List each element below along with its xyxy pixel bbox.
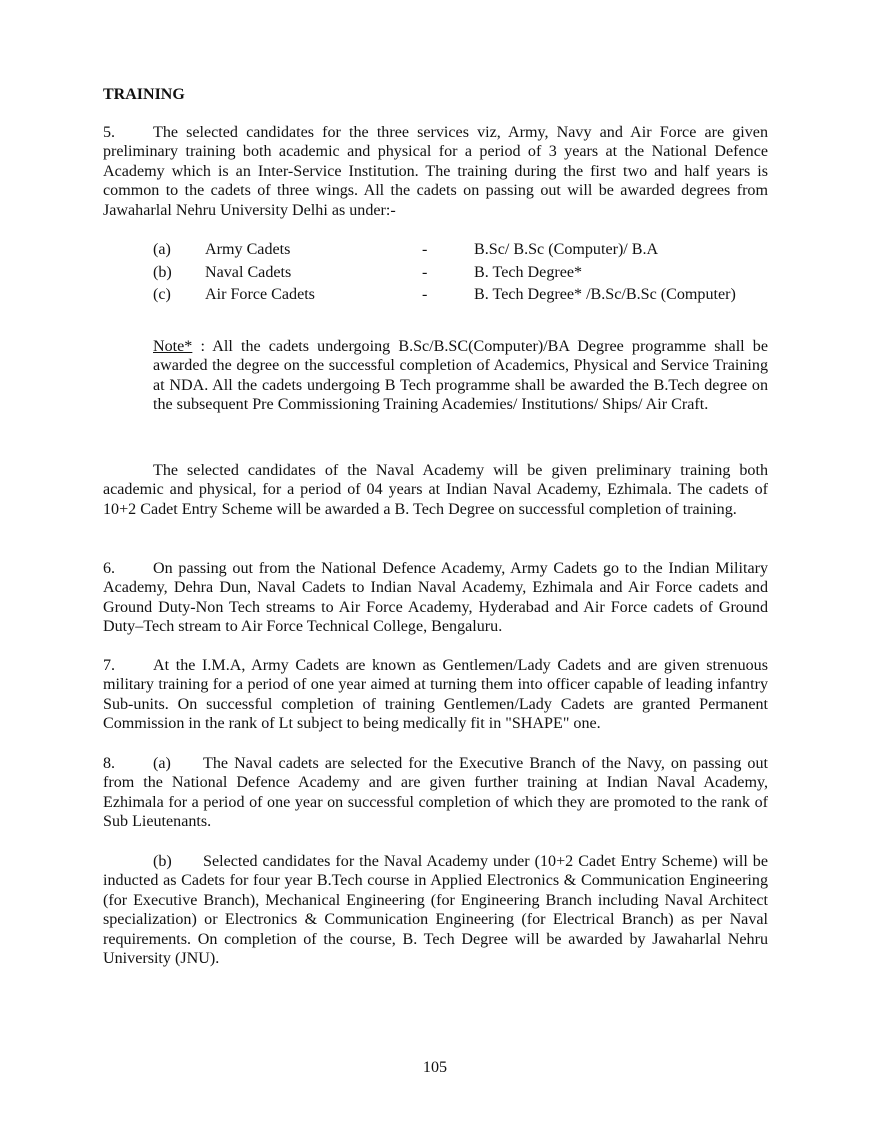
row-letter: (a) [153, 241, 171, 258]
paragraph-number: 6. [103, 560, 116, 577]
cadet-type: Air Force Cadets [205, 286, 315, 303]
paragraph-7 [103, 656, 768, 734]
paragraph-text: The Naval cadets are selected for the Executive Branch of the Navy, on passing out from the National Defence Academy and are given further training at Indian Naval Academy, Ezhimala for a period of one year on successful completion of which they are promoted to the rank of Sub Lieutenants. [103, 755, 768, 831]
paragraph-text: At the I.M.A, Army Cadets are known as Gentlemen/Lady Cadets and are given strenuous military training for a period of one year aimed at turning them into officer capable of leading infantry Sub-units. On successful completion of training Gentlemen/Lady Cadets are granted Permanent Commission in the rank of Lt subject to being medically fit in "SHAPE" one. [103, 657, 768, 733]
paragraph-6 [103, 559, 768, 637]
naval-academy-paragraph [103, 461, 768, 519]
paragraph-text: The selected candidates for the three services viz, Army, Navy and Air Force are given preliminary training both academic and physical for a period of 3 years at the National Defence Academy which is an Inter-Service Institution. The training during the first two and half years is common to the cadets of three wings. All the cadets on passing out will be awarded degrees from Jawaharlal Nehru University Delhi as under:- [103, 124, 768, 219]
degree-name: B. Tech Degree* [474, 263, 583, 281]
degree-name: B. Tech Degree* /B.Sc/B.Sc (Computer) [474, 286, 736, 303]
degree-row [153, 263, 774, 286]
paragraph-text: On passing out from the National Defence Academy, Army Cadets go to the Indian Military Academy, Dehra Dun, Naval Cadets to Indian Naval Academy, Ezhimala and Air Force cadets and Ground Duty-Non Tech streams to Air Force Academy, Hyderabad and Air Force cadets of Ground Duty–Tech stream to Air Force Technical College, Bengaluru. [103, 560, 768, 636]
paragraph-text: Selected candidates for the Naval Academy under (10+2 Cadet Entry Scheme) will be inducted as Cadets for four year B.Tech course in Applied Electronics & Communication Engineering (for Executive Branch), Mechanical Engineering (for Engineering Branch including Naval Architect specialization) or Electronics & Communication Engineering (for Electrical Branch) as per Naval requirements. On completion of the course, B. Tech Degree will be awarded by Jawaharlal Nehru University (JNU). [103, 853, 768, 968]
section-heading: TRAINING [103, 86, 185, 103]
degree-name: B.Sc/ B.Sc (Computer)/ B.A [474, 241, 659, 258]
separator-dash: - [422, 241, 428, 258]
degree-row [153, 240, 774, 263]
degree-note [153, 337, 768, 415]
row-letter: (b) [153, 263, 172, 281]
degree-table [153, 240, 774, 308]
separator-dash: - [422, 286, 428, 303]
cadet-type: Naval Cadets [205, 263, 292, 281]
separator-dash: - [422, 263, 428, 281]
note-label: Note* [153, 338, 193, 355]
page-number: 105 [422, 1059, 448, 1076]
paragraph-number: 8. [103, 755, 116, 772]
paragraph-number: 5. [103, 124, 116, 141]
paragraph-8a [103, 754, 768, 832]
note-text: : All the cadets undergoing B.Sc/B.SC(Computer)/BA Degree programme shall be awarded the degree on the successful completion of Academics, Physical and Service Training at NDA. All the cadets undergoing B Tech programme shall be awarded the B.Tech degree on the subsequent Pre Commissioning Training Academies/ Institutions/ Ships/ Air Craft. [153, 338, 768, 414]
paragraph-number: 7. [103, 657, 116, 674]
row-letter: (c) [153, 286, 171, 303]
cadet-type: Army Cadets [205, 241, 291, 258]
sub-paragraph-letter: (b) [153, 853, 172, 870]
paragraph-8b [103, 852, 768, 968]
paragraph-text: The selected candidates of the Naval Academy will be given preliminary training both academic and physical, for a period of 04 years at Indian Naval Academy, Ezhimala. The cadets of 10+2 Cadet Entry Scheme will be awarded a B. Tech Degree on successful completion of training. [103, 462, 768, 518]
paragraph-5 [103, 123, 768, 220]
degree-row [153, 285, 774, 308]
sub-paragraph-letter: (a) [153, 755, 171, 772]
